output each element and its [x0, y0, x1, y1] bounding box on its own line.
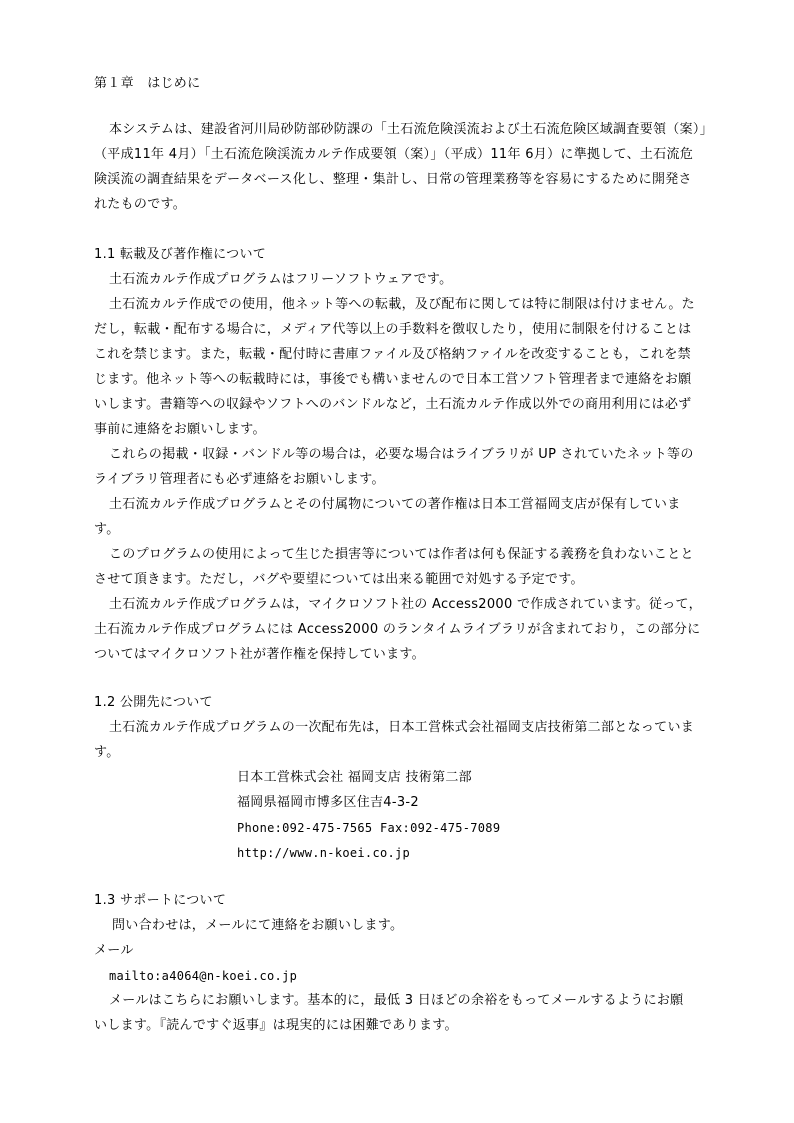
- mailto-link[interactable]: mailto:a4064@n-koei.co.jp: [109, 969, 298, 983]
- paragraph-line: 問い合わせは，メールにて連絡をお願いします。: [112, 918, 404, 933]
- paragraph-line: 土石流カルテ作成プログラムはフリーソフトウェアです。: [109, 272, 453, 287]
- paragraph-line: だし，転載・配布する場合に，メディア代等以上の手数料を徴収したり，使用に制限を付けることは: [94, 322, 692, 337]
- address-street: 福岡県福岡市博多区住吉4-3-2: [237, 795, 419, 810]
- paragraph-line: す。: [94, 522, 120, 537]
- paragraph-line: 土石流カルテ作成プログラムは，マイクロソフト社の Access2000 で作成されています。従って，: [109, 597, 702, 612]
- paragraph-line: ついてはマイクロソフト社が著作権を保持しています。: [94, 647, 425, 662]
- paragraph-line: ライブラリ管理者にも必ず連絡をお願いします。: [94, 472, 385, 487]
- paragraph-line: じます。他ネット等への転載時には，事後でも構いませんので日本工営ソフト管理者まで連絡をお願: [94, 372, 692, 387]
- paragraph-line: させて頂きます。ただし，バグや要望については出来る範囲で対処する予定です。: [94, 572, 584, 587]
- address-website-link[interactable]: http://www.n-koei.co.jp: [237, 846, 411, 860]
- paragraph-line: いします。『読んですぐ返事』は現実的には困難であります。: [94, 1018, 458, 1033]
- section-heading: 1.3 サポートについて: [94, 893, 227, 908]
- paragraph-line: このプログラムの使用によって生じた損害等については作者は何も保証する義務を負わないことと: [109, 547, 694, 562]
- paragraph-line: いします。書籍等への収録やソフトへのバンドルなど，土石流カルテ作成以外での商用利用には必ず: [94, 397, 692, 412]
- intro-line: 険渓流の調査結果をデータベース化し、整理・集計し、日常の管理業務等を容易にするために開発さ: [94, 172, 692, 187]
- section-heading: 1.2 公開先について: [94, 695, 213, 710]
- mail-label: メール: [94, 943, 134, 958]
- paragraph-line: す。: [94, 745, 120, 760]
- section-heading: 1.1 転載及び著作権について: [94, 247, 267, 262]
- intro-line: （平成11年 4月）「土石流危険渓流カルテ作成要領（案）」（平成）11年 6月）に準拠して、土石流危: [94, 147, 694, 162]
- paragraph-line: 土石流カルテ作成プログラムとその付属物についての著作権は日本工営福岡支店が保有していま: [109, 497, 681, 512]
- chapter-title: 第１章 はじめに: [94, 76, 201, 91]
- paragraph-line: これらの掲載・収録・バンドル等の場合は，必要な場合はライブラリが UP されていたネット等の: [109, 447, 694, 462]
- paragraph-line: これを禁じます。また，転載・配付時に書庫ファイル及び格納ファイルを改変することも，これを禁: [94, 347, 691, 362]
- intro-line: 本システムは、建設省河川局砂防部砂防課の「土石流危険渓流および土石流危険区域調査要領（案）」: [109, 122, 714, 137]
- paragraph-line: メールはこちらにお願いします。基本的に，最低 3 日ほどの余裕をもってメールするようにお願: [109, 993, 684, 1008]
- paragraph-line: 事前に連絡をお願いします。: [94, 422, 266, 437]
- paragraph-line: 土石流カルテ作成プログラムの一次配布先は，日本工営株式会社福岡支店技術第二部となっていま: [109, 720, 695, 735]
- address-company: 日本工営株式会社 福岡支店 技術第二部: [237, 770, 472, 785]
- paragraph-line: 土石流カルテ作成での使用，他ネット等への転載，及び配布に関しては特に制限は付けません。た: [109, 297, 695, 312]
- paragraph-line: 土石流カルテ作成プログラムには Access2000 のランタイムライブラリが含まれており，この部分に: [94, 622, 701, 637]
- address-phone-fax: Phone:092-475-7565 Fax:092-475-7089: [237, 821, 501, 835]
- intro-line: れたものです。: [94, 197, 187, 212]
